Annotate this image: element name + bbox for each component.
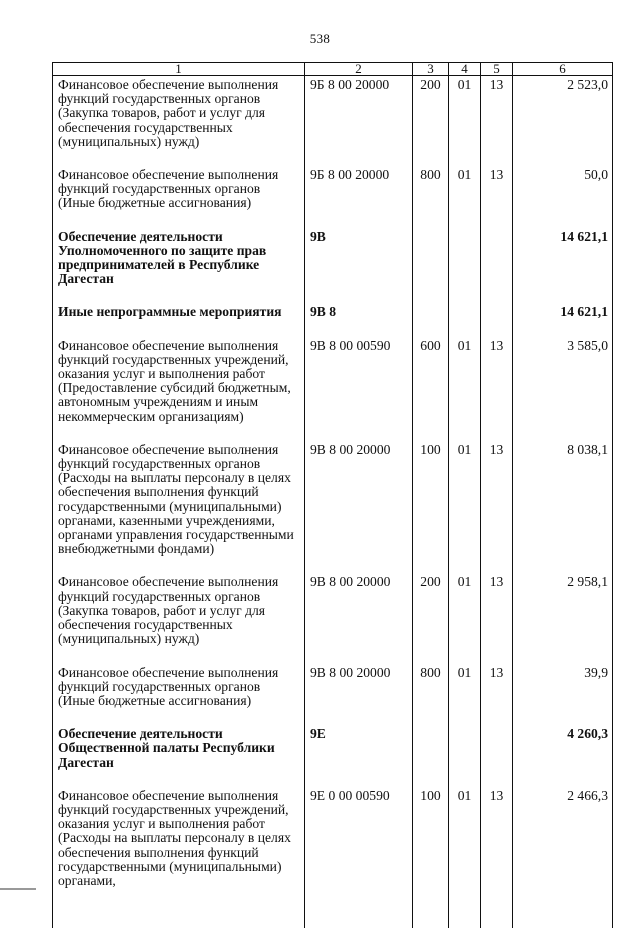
cell-section: 01 bbox=[449, 441, 481, 574]
cell-item-name: Обеспечение деятельности Общественной палаты Республики Дагестан bbox=[53, 725, 305, 787]
table-row bbox=[53, 441, 613, 574]
cell-subsection: 13 bbox=[481, 166, 513, 228]
budget-table bbox=[52, 62, 613, 928]
cell-subsection: 13 bbox=[481, 573, 513, 663]
table-row bbox=[53, 664, 613, 726]
cell-subsection bbox=[481, 303, 513, 336]
cell-target-code: 9Б 8 00 20000 bbox=[305, 166, 413, 228]
cell-target-code: 9Е bbox=[305, 725, 413, 787]
table-row bbox=[53, 303, 613, 336]
cell-expense-type: 800 bbox=[413, 166, 449, 228]
cell-item-name: Иные непрограммные мероприятия bbox=[53, 303, 305, 336]
column-header: 4 bbox=[449, 63, 481, 76]
table-row bbox=[53, 166, 613, 228]
cell-section bbox=[449, 303, 481, 336]
cell-section: 01 bbox=[449, 573, 481, 663]
cell-target-code: 9В 8 00 00590 bbox=[305, 337, 413, 441]
cell-item-name: Финансовое обеспечение выполнения функций государственных органов (Закупка товаров, работ и услуг для обеспечения государственных (муниципальных) нужд) bbox=[53, 76, 305, 167]
cell-subsection: 13 bbox=[481, 337, 513, 441]
cell-expense-type bbox=[413, 228, 449, 304]
cell-amount: 14 621,1 bbox=[513, 303, 613, 336]
column-header: 3 bbox=[413, 63, 449, 76]
column-header: 1 bbox=[53, 63, 305, 76]
table-row bbox=[53, 787, 613, 928]
cell-item-name: Финансовое обеспечение выполнения функций государственных органов (Расходы на выплаты персоналу в целях обеспечения выполнения функций государственными (муниципальными) органами, казенными учреждениями, органами управления государственными внебюджетными фондами) bbox=[53, 441, 305, 574]
cell-amount: 2 523,0 bbox=[513, 76, 613, 167]
cell-amount: 8 038,1 bbox=[513, 441, 613, 574]
cell-expense-type: 100 bbox=[413, 787, 449, 928]
cell-section: 01 bbox=[449, 664, 481, 726]
cell-item-name: Финансовое обеспечение выполнения функций государственных учреждений, оказания услуг и выполнения работ (Предоставление субсидий бюджетным, автономным учреждениям и иным некоммерческим организациям) bbox=[53, 337, 305, 441]
cell-target-code: 9Е 0 00 00590 bbox=[305, 787, 413, 928]
cell-section: 01 bbox=[449, 337, 481, 441]
cell-item-name: Финансовое обеспечение выполнения функций государственных органов (Иные бюджетные ассигнования) bbox=[53, 664, 305, 726]
cell-expense-type bbox=[413, 725, 449, 787]
column-header: 5 bbox=[481, 63, 513, 76]
cell-expense-type: 200 bbox=[413, 76, 449, 167]
cell-amount: 14 621,1 bbox=[513, 228, 613, 304]
cell-item-name: Финансовое обеспечение выполнения функций государственных учреждений, оказания услуг и выполнения работ (Расходы на выплаты персоналу в целях обеспечения выполнения функций государственными (муниципальными) органами, bbox=[53, 787, 305, 928]
cell-target-code: 9В 8 00 20000 bbox=[305, 441, 413, 574]
cell-amount: 4 260,3 bbox=[513, 725, 613, 787]
cell-expense-type bbox=[413, 303, 449, 336]
cell-section: 01 bbox=[449, 787, 481, 928]
cell-subsection: 13 bbox=[481, 76, 513, 167]
table-row bbox=[53, 337, 613, 441]
cell-expense-type: 600 bbox=[413, 337, 449, 441]
cell-item-name: Обеспечение деятельности Уполномоченного по защите прав предпринимателей в Республике Дагестан bbox=[53, 228, 305, 304]
cell-target-code: 9В 8 00 20000 bbox=[305, 573, 413, 663]
cell-section: 01 bbox=[449, 76, 481, 167]
cell-expense-type: 100 bbox=[413, 441, 449, 574]
table-row bbox=[53, 573, 613, 663]
cell-item-name: Финансовое обеспечение выполнения функций государственных органов (Закупка товаров, работ и услуг для обеспечения государственных (муниципальных) нужд) bbox=[53, 573, 305, 663]
cell-section bbox=[449, 228, 481, 304]
cell-amount: 50,0 bbox=[513, 166, 613, 228]
table-row bbox=[53, 725, 613, 787]
cell-target-code: 9В bbox=[305, 228, 413, 304]
cell-amount: 2 466,3 bbox=[513, 787, 613, 928]
scan-edge-mark bbox=[0, 888, 36, 890]
cell-amount: 3 585,0 bbox=[513, 337, 613, 441]
cell-subsection bbox=[481, 725, 513, 787]
cell-expense-type: 200 bbox=[413, 573, 449, 663]
cell-expense-type: 800 bbox=[413, 664, 449, 726]
column-header: 2 bbox=[305, 63, 413, 76]
cell-section: 01 bbox=[449, 166, 481, 228]
page-number: 538 bbox=[309, 31, 331, 46]
table-row bbox=[53, 228, 613, 304]
cell-amount: 2 958,1 bbox=[513, 573, 613, 663]
cell-item-name: Финансовое обеспечение выполнения функций государственных органов (Иные бюджетные ассигнования) bbox=[53, 166, 305, 228]
cell-subsection: 13 bbox=[481, 664, 513, 726]
cell-section bbox=[449, 725, 481, 787]
cell-subsection: 13 bbox=[481, 787, 513, 928]
cell-target-code: 9В 8 00 20000 bbox=[305, 664, 413, 726]
cell-subsection bbox=[481, 228, 513, 304]
column-number-row bbox=[53, 63, 613, 76]
table-row bbox=[53, 76, 613, 167]
cell-target-code: 9Б 8 00 20000 bbox=[305, 76, 413, 167]
cell-target-code: 9В 8 bbox=[305, 303, 413, 336]
cell-subsection: 13 bbox=[481, 441, 513, 574]
column-header: 6 bbox=[513, 63, 613, 76]
cell-amount: 39,9 bbox=[513, 664, 613, 726]
